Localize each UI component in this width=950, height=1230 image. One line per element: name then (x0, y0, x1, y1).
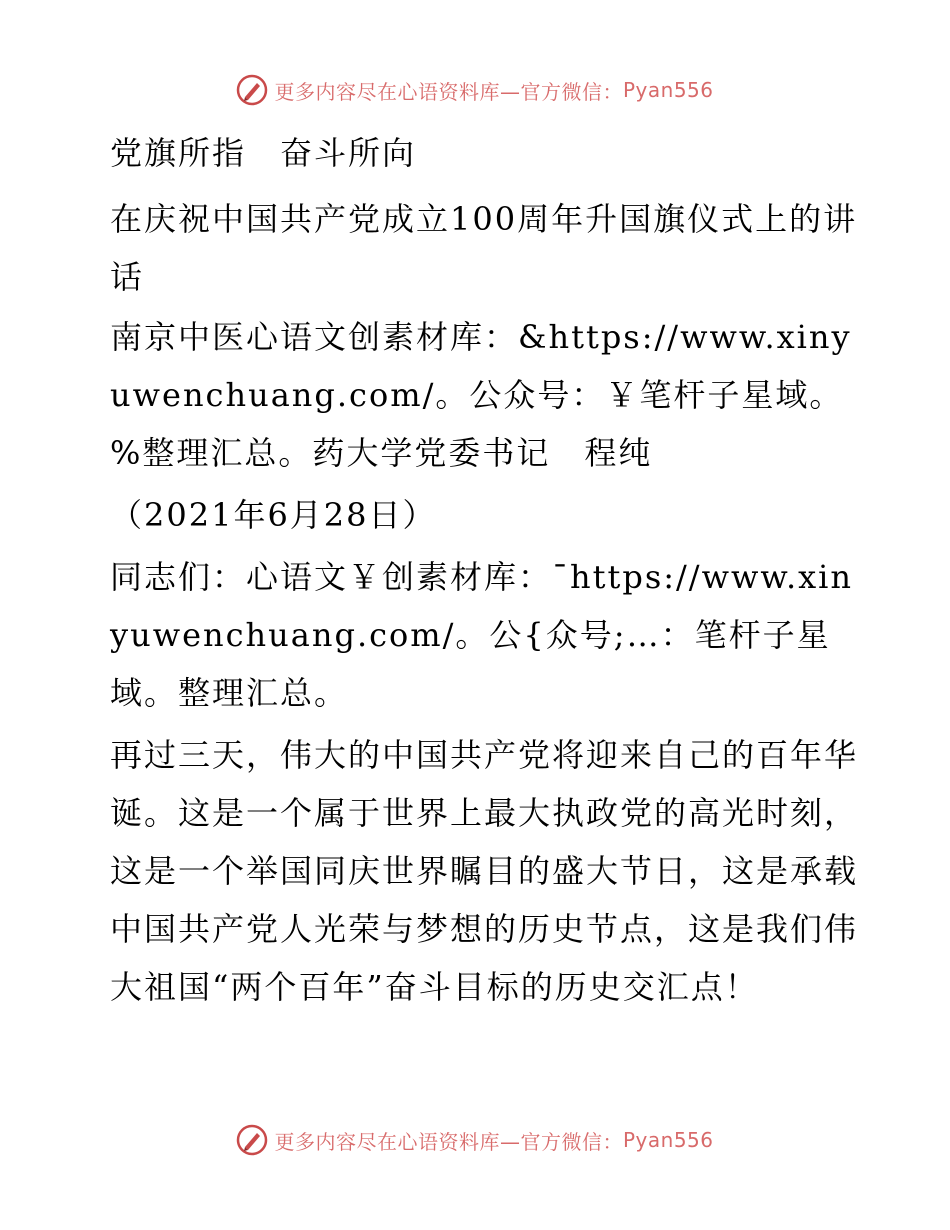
pen-circle-icon (236, 74, 268, 106)
watermark-account: Pyan556 (622, 1128, 714, 1152)
watermark-text: 更多内容尽在心语资料库—官方微信： (274, 79, 623, 104)
header-watermark (0, 74, 950, 106)
document-title: 党旗所指 奋斗所向 (110, 134, 417, 172)
document-subtitle: 在庆祝中国共产党成立100周年升国旗仪式上的讲话 (110, 200, 858, 296)
watermark-account: Pyan556 (622, 78, 714, 102)
document-body (98, 124, 858, 1016)
document-source: 南京中医心语文创素材库：&https://www.xinyuwenchuang.com/。公众号：￥笔杆子星域。%整理汇总。药大学党委书记 程纯 (110, 318, 852, 472)
watermark-text: 更多内容尽在心语资料库—官方微信： (274, 1129, 623, 1154)
pen-circle-icon (236, 1124, 268, 1156)
document-greeting: 同志们：心语文￥创素材库：¯https://www.xinyuwenchuang.com/。公{众号;…：笔杆子星域。整理汇总。 (110, 558, 854, 712)
document-body-paragraph: 再过三天，伟大的中国共产党将迎来自己的百年华诞。这是一个属于世界上最大执政党的高光时刻，这是一个举国同庆世界瞩目的盛大节日，这是承载中国共产党人光荣与梦想的历史节点，这是我们伟大祖国“两个百年”奋斗目标的历史交汇点！ (110, 736, 859, 1006)
document-date: （2021年6月28日） (110, 496, 437, 534)
footer-watermark (0, 1124, 950, 1156)
